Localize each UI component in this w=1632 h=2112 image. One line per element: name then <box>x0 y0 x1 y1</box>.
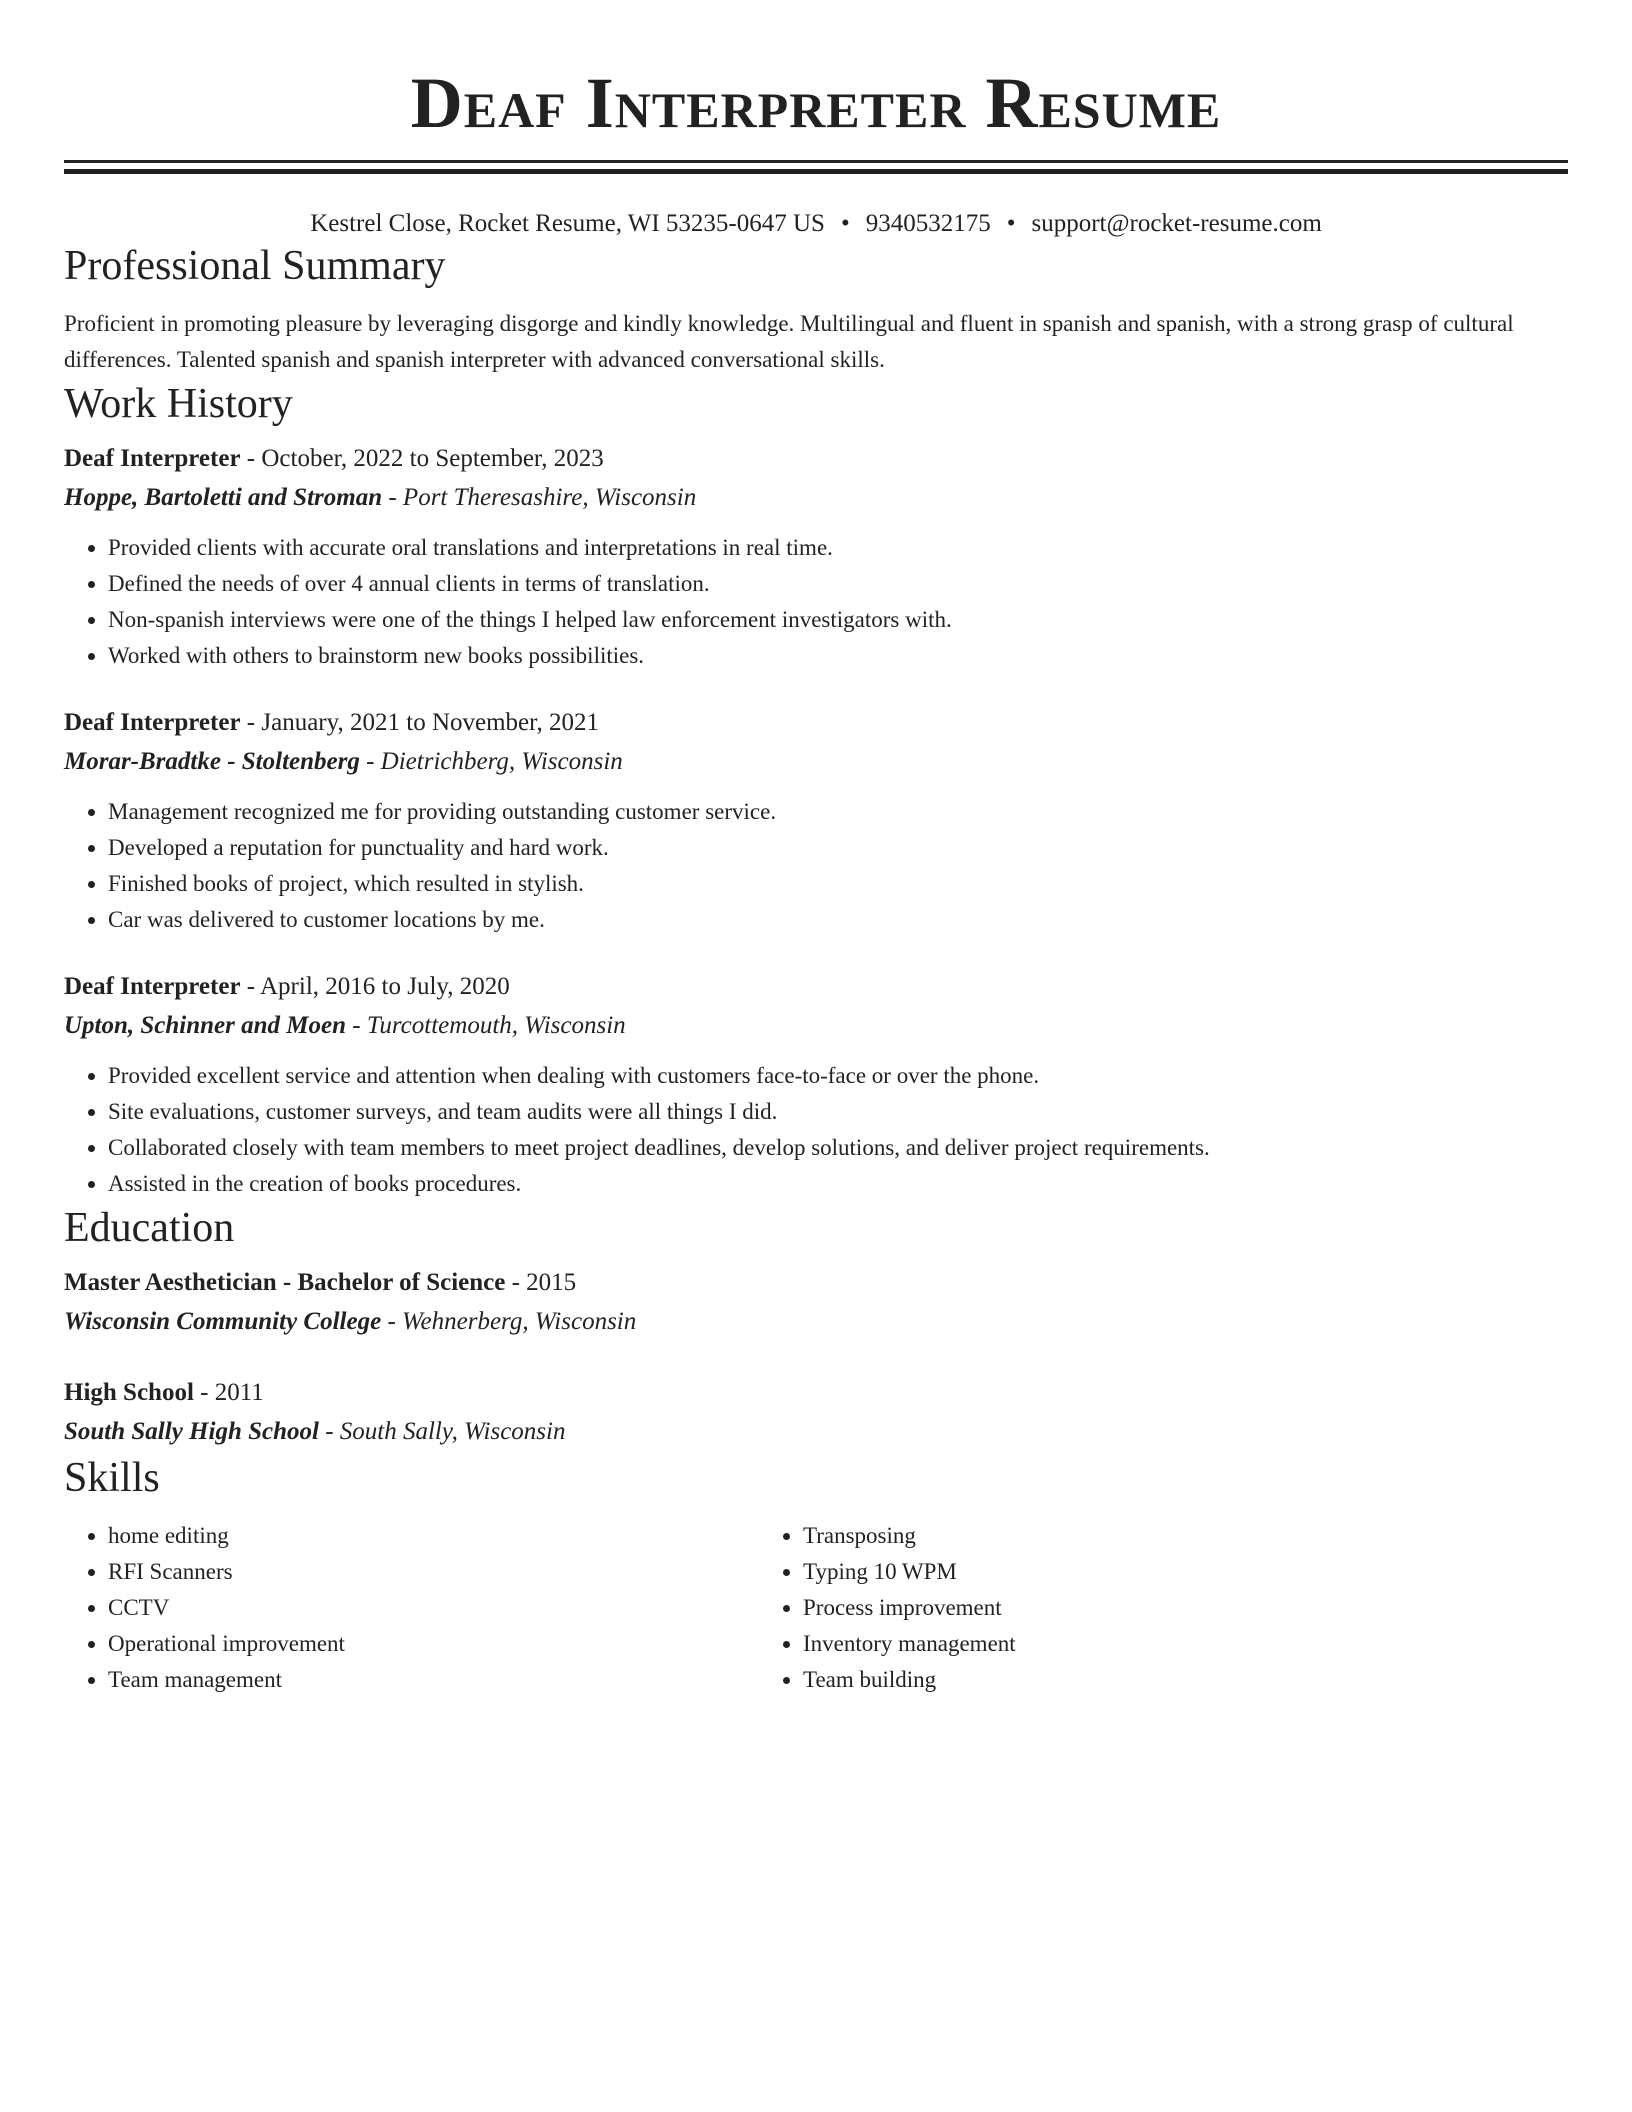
education-degree-line <box>64 1264 1568 1302</box>
summary-text: Proficient in promoting pleasure by leveraging disgorge and kindly knowledge. Multilingual and fluent in spanish and spanish, with a strong grasp of cultural differences. Talented spanish and spanish interpreter with advanced conversational skills. <box>64 311 1514 372</box>
education-year: - 2011 <box>193 1379 264 1406</box>
skill-item: • Operational improvement <box>108 1626 759 1662</box>
contact-phone: 9340532175 <box>865 210 991 237</box>
job-title-line <box>64 704 1568 742</box>
job-bullets <box>64 1058 1568 1202</box>
work-history-heading: Work History <box>64 381 293 427</box>
job-bullet: • Management recognized me for providing outstanding customer service. <box>108 794 1568 830</box>
education-school-line <box>64 1302 1568 1342</box>
education-school-line <box>64 1412 1568 1452</box>
education-school: South Sally High School <box>64 1418 319 1445</box>
job-entry <box>64 704 1568 938</box>
job-bullet: • Provided excellent service and attention when dealing with customers face-to-face or over the phone. <box>108 1058 1568 1094</box>
education-entry <box>64 1374 1568 1452</box>
title-divider-top <box>64 160 1568 163</box>
job-company: Morar-Bradtke - Stoltenberg <box>64 748 360 775</box>
job-entry <box>64 968 1568 1202</box>
job-title-line <box>64 968 1568 1006</box>
job-location: - Turcottemouth, Wisconsin <box>346 1012 626 1039</box>
job-bullet: • Site evaluations, customer surveys, and team audits were all things I did. <box>108 1094 1568 1130</box>
job-bullet: • Defined the needs of over 4 annual clients in terms of translation. <box>108 566 1568 602</box>
job-entry <box>64 440 1568 674</box>
skill-item: • RFI Scanners <box>108 1554 759 1590</box>
education-location: - South Sally, Wisconsin <box>318 1418 566 1445</box>
job-title-line <box>64 440 1568 478</box>
skills-column-left <box>64 1518 759 1698</box>
job-company-line <box>64 1006 1568 1046</box>
skill-item: • home editing <box>108 1518 759 1554</box>
education-school: Wisconsin Community College <box>64 1308 382 1335</box>
contact-separator: • <box>840 210 850 237</box>
job-bullet: • Provided clients with accurate oral translations and interpretations in real time. <box>108 530 1568 566</box>
job-title: Deaf Interpreter <box>64 709 241 736</box>
job-location: - Dietrichberg, Wisconsin <box>359 748 623 775</box>
job-company-line <box>64 478 1568 518</box>
skill-item: • Transposing <box>803 1518 1459 1554</box>
job-bullet: • Collaborated closely with team members to meet project deadlines, develop solutions, and deliver project requirements. <box>108 1130 1568 1166</box>
contact-line <box>64 208 1568 240</box>
education-year: - 2015 <box>505 1269 577 1296</box>
job-dates: - April, 2016 to July, 2020 <box>240 973 510 1000</box>
job-bullets <box>64 794 1568 938</box>
skills-column-right <box>759 1518 1459 1698</box>
job-bullet: • Non-spanish interviews were one of the things I helped law enforcement investigators with. <box>108 602 1568 638</box>
job-company: Upton, Schinner and Moen <box>64 1012 347 1039</box>
skill-item: • Inventory management <box>803 1626 1459 1662</box>
education-location: - Wehnerberg, Wisconsin <box>381 1308 637 1335</box>
job-bullet: • Developed a reputation for punctuality and hard work. <box>108 830 1568 866</box>
job-dates: - January, 2021 to November, 2021 <box>240 709 599 736</box>
contact-email: support@rocket-resume.com <box>1031 210 1322 237</box>
education-degree: Master Aesthetician - Bachelor of Science <box>64 1269 506 1296</box>
contact-address: Kestrel Close, Rocket Resume, WI 53235-0647 US <box>310 210 825 237</box>
page-title: Deaf Interpreter Resume <box>410 63 1222 143</box>
skill-item: • CCTV <box>108 1590 759 1626</box>
job-bullet: • Finished books of project, which resulted in stylish. <box>108 866 1568 902</box>
job-bullet: • Assisted in the creation of books procedures. <box>108 1166 1568 1202</box>
spacer <box>64 1342 1568 1374</box>
title-divider-bottom <box>64 169 1568 174</box>
skills-heading: Skills <box>64 1455 160 1501</box>
summary-heading: Professional Summary <box>64 243 446 289</box>
job-dates: - October, 2022 to September, 2023 <box>240 445 604 472</box>
education-heading: Education <box>64 1205 235 1251</box>
job-bullet: • Car was delivered to customer locations by me. <box>108 902 1568 938</box>
skill-item: • Team management <box>108 1662 759 1698</box>
education-degree-line <box>64 1374 1568 1412</box>
spacer <box>64 674 1568 704</box>
job-bullet: • Worked with others to brainstorm new books possibilities. <box>108 638 1568 674</box>
job-location: - Port Theresashire, Wisconsin <box>382 484 697 511</box>
job-title: Deaf Interpreter <box>64 445 241 472</box>
job-bullets <box>64 530 1568 674</box>
skills-list <box>64 1518 1568 1698</box>
spacer <box>64 938 1568 968</box>
skill-item: • Process improvement <box>803 1590 1459 1626</box>
education-entry <box>64 1264 1568 1342</box>
skill-item: • Typing 10 WPM <box>803 1554 1459 1590</box>
job-company: Hoppe, Bartoletti and Stroman <box>64 484 383 511</box>
contact-separator: • <box>1006 210 1016 237</box>
skill-item: • Team building <box>803 1662 1459 1698</box>
job-title: Deaf Interpreter <box>64 973 241 1000</box>
education-degree: High School <box>64 1379 194 1406</box>
job-company-line <box>64 742 1568 782</box>
